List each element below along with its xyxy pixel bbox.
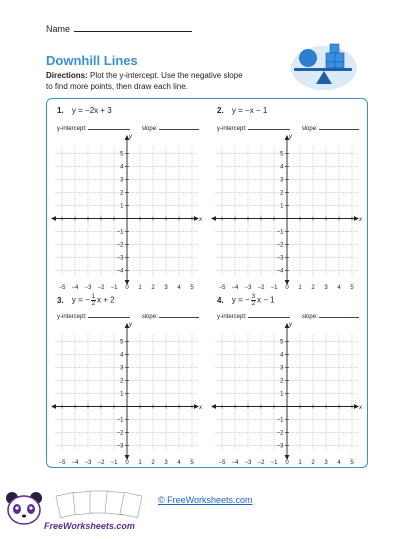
y-tick-label: 2 bbox=[120, 190, 124, 197]
coordinate-grid[interactable] bbox=[51, 321, 203, 466]
slope-label: slope: bbox=[141, 126, 158, 132]
problem-number: 2. bbox=[217, 106, 224, 115]
x-tick-label: 5 bbox=[350, 285, 354, 291]
x-axis-arrow-left-icon bbox=[51, 404, 56, 409]
problem-1-header bbox=[57, 106, 112, 115]
x-tick-label: −5 bbox=[58, 460, 66, 466]
y-tick-label: 3 bbox=[120, 365, 124, 372]
x-tick-label: 4 bbox=[177, 285, 181, 291]
x-tick-label: −3 bbox=[244, 460, 252, 466]
x-tick-label: −5 bbox=[58, 285, 66, 291]
x-tick-label: −4 bbox=[231, 460, 239, 466]
y-tick-label: 5 bbox=[280, 339, 284, 346]
x-tick-label: −1 bbox=[270, 460, 278, 466]
fraction-numerator: 3 bbox=[251, 294, 256, 300]
y-tick-label: −4 bbox=[276, 268, 284, 275]
balance-scale-icon bbox=[290, 38, 358, 90]
y-tick-label: 5 bbox=[280, 151, 284, 158]
x-axis-label: x bbox=[199, 405, 202, 411]
x-tick-label: −1 bbox=[110, 460, 118, 466]
problem-3-header bbox=[57, 294, 115, 307]
slope-blank[interactable] bbox=[159, 312, 199, 318]
answer-blanks bbox=[57, 124, 203, 132]
answer-blanks bbox=[217, 124, 363, 132]
slope-blank[interactable] bbox=[319, 312, 359, 318]
slope-label: slope: bbox=[301, 126, 318, 132]
x-tick-label: 2 bbox=[151, 460, 155, 466]
y-intercept-label: y-intercept: bbox=[217, 314, 247, 320]
y-tick-label: 3 bbox=[280, 365, 284, 372]
directions-line-2: to find more points, then draw each line. bbox=[46, 82, 188, 91]
x-axis-arrow-left-icon bbox=[51, 216, 56, 221]
y-tick-label: 4 bbox=[280, 352, 284, 359]
x-tick-label: 5 bbox=[190, 460, 194, 466]
x-tick-label: 3 bbox=[324, 460, 328, 466]
y-intercept-label: y-intercept: bbox=[217, 126, 247, 132]
x-tick-label: −2 bbox=[257, 460, 265, 466]
worksheet-title: Downhill Lines bbox=[46, 53, 138, 68]
problem-number: 4. bbox=[217, 295, 224, 305]
x-tick-label: 3 bbox=[164, 460, 168, 466]
y-tick-label: 3 bbox=[120, 177, 124, 184]
y-tick-label: −3 bbox=[276, 255, 284, 262]
problem-2-header bbox=[217, 106, 267, 115]
slope-blank[interactable] bbox=[319, 124, 359, 130]
name-blank-line[interactable] bbox=[74, 24, 192, 32]
y-tick-label: 5 bbox=[120, 339, 124, 346]
x-tick-label: 0 bbox=[125, 460, 129, 466]
y-tick-label: −1 bbox=[116, 417, 124, 424]
problem-3 bbox=[51, 289, 203, 469]
x-axis-label: x bbox=[359, 405, 362, 411]
coordinate-grid[interactable] bbox=[51, 133, 203, 291]
equation-suffix: x + 2 bbox=[97, 295, 115, 305]
y-axis-label: y bbox=[289, 134, 292, 140]
y-tick-label: 1 bbox=[280, 203, 284, 210]
y-tick-label: 1 bbox=[120, 391, 124, 398]
y-tick-label: −2 bbox=[276, 242, 284, 249]
y-tick-label: −3 bbox=[116, 255, 124, 262]
y-tick-label: 3 bbox=[280, 177, 284, 184]
directions-line-1: Plot the y-intercept. Use the negative slope bbox=[90, 71, 243, 80]
x-tick-label: 5 bbox=[350, 460, 354, 466]
x-tick-label: 4 bbox=[337, 460, 341, 466]
problem-number: 1. bbox=[57, 106, 64, 115]
x-axis-arrow-left-icon bbox=[211, 404, 216, 409]
x-tick-label: 1 bbox=[298, 460, 302, 466]
slope-label: slope: bbox=[141, 314, 158, 320]
equation: y = −x − 1 bbox=[231, 106, 268, 115]
x-tick-label: −3 bbox=[84, 285, 92, 291]
fraction-numerator: 1 bbox=[91, 294, 96, 300]
y-intercept-blank[interactable] bbox=[88, 312, 130, 318]
y-intercept-blank[interactable] bbox=[248, 124, 290, 130]
x-tick-label: −4 bbox=[231, 285, 239, 291]
equation-prefix: y = − bbox=[231, 295, 250, 305]
y-tick-label: −1 bbox=[276, 417, 284, 424]
y-tick-label: 2 bbox=[280, 378, 284, 385]
y-tick-label: 4 bbox=[120, 352, 124, 359]
problems-panel bbox=[46, 98, 368, 468]
slope-label: slope: bbox=[301, 314, 318, 320]
slope-fraction bbox=[91, 294, 96, 307]
x-tick-label: −5 bbox=[218, 285, 226, 291]
y-intercept-label: y-intercept: bbox=[57, 126, 87, 132]
y-tick-label: −2 bbox=[116, 242, 124, 249]
x-tick-label: 2 bbox=[311, 460, 315, 466]
x-tick-label: 1 bbox=[138, 460, 142, 466]
equation-prefix: y = − bbox=[71, 295, 90, 305]
brand-name: FreeWorksheets.com bbox=[44, 521, 135, 531]
y-intercept-label: y-intercept: bbox=[57, 314, 87, 320]
y-tick-label: −2 bbox=[116, 430, 124, 437]
x-tick-label: −2 bbox=[97, 460, 105, 466]
problem-4-header bbox=[217, 294, 275, 307]
problem-2 bbox=[211, 101, 363, 291]
problem-4 bbox=[211, 289, 363, 469]
y-tick-label: −1 bbox=[276, 229, 284, 236]
y-tick-label: 1 bbox=[280, 391, 284, 398]
coordinate-grid[interactable] bbox=[211, 321, 363, 466]
x-tick-label: 2 bbox=[151, 285, 155, 291]
y-intercept-blank[interactable] bbox=[248, 312, 290, 318]
answer-blanks bbox=[217, 312, 363, 320]
x-tick-label: 5 bbox=[190, 285, 194, 291]
y-axis-label: y bbox=[129, 322, 132, 328]
directions-label: Directions: bbox=[46, 71, 88, 80]
x-tick-label: 0 bbox=[285, 285, 289, 291]
problem-1 bbox=[51, 101, 203, 291]
y-tick-label: 5 bbox=[120, 151, 124, 158]
y-tick-label: 4 bbox=[120, 164, 124, 171]
x-axis-arrow-left-icon bbox=[211, 216, 216, 221]
x-tick-label: −1 bbox=[270, 285, 278, 291]
x-tick-label: −5 bbox=[218, 460, 226, 466]
x-tick-label: 0 bbox=[285, 460, 289, 466]
equation: y = −2x + 3 bbox=[71, 106, 112, 115]
y-intercept-blank[interactable] bbox=[88, 124, 130, 130]
name-field bbox=[46, 24, 192, 34]
x-axis-label: x bbox=[199, 217, 202, 223]
x-tick-label: 2 bbox=[311, 285, 315, 291]
x-tick-label: −4 bbox=[71, 285, 79, 291]
x-tick-label: −4 bbox=[71, 460, 79, 466]
y-tick-label: −4 bbox=[116, 268, 124, 275]
x-tick-label: 1 bbox=[138, 285, 142, 291]
equation-suffix: x − 1 bbox=[257, 295, 275, 305]
slope-blank[interactable] bbox=[159, 124, 199, 130]
coordinate-grid[interactable] bbox=[211, 133, 363, 291]
x-tick-label: 3 bbox=[164, 285, 168, 291]
y-tick-label: −3 bbox=[116, 443, 124, 450]
y-axis-label: y bbox=[289, 322, 292, 328]
fraction-denominator: 2 bbox=[91, 301, 96, 307]
fraction-denominator: 2 bbox=[251, 301, 256, 307]
footer-link[interactable]: © FreeWorksheets.com bbox=[158, 495, 253, 505]
x-tick-label: −2 bbox=[97, 285, 105, 291]
x-tick-label: 4 bbox=[177, 460, 181, 466]
x-tick-label: 4 bbox=[337, 285, 341, 291]
y-axis-label: y bbox=[129, 134, 132, 140]
y-tick-label: 2 bbox=[280, 190, 284, 197]
panda-mascot-icon bbox=[6, 492, 42, 524]
y-tick-label: 2 bbox=[120, 378, 124, 385]
problem-number: 3. bbox=[57, 295, 64, 305]
x-tick-label: −3 bbox=[244, 285, 252, 291]
x-tick-label: −3 bbox=[84, 460, 92, 466]
x-tick-label: −2 bbox=[257, 285, 265, 291]
worksheet-thumbnails-icon bbox=[56, 491, 142, 518]
y-tick-label: 1 bbox=[120, 203, 124, 210]
x-tick-label: 0 bbox=[125, 285, 129, 291]
y-tick-label: 4 bbox=[280, 164, 284, 171]
name-label: Name bbox=[46, 24, 71, 34]
slope-fraction bbox=[251, 294, 256, 307]
y-tick-label: −3 bbox=[276, 443, 284, 450]
x-axis-label: x bbox=[359, 217, 362, 223]
y-tick-label: −1 bbox=[116, 229, 124, 236]
answer-blanks bbox=[57, 312, 203, 320]
y-tick-label: −2 bbox=[276, 430, 284, 437]
x-tick-label: 1 bbox=[298, 285, 302, 291]
x-tick-label: −1 bbox=[110, 285, 118, 291]
x-tick-label: 3 bbox=[324, 285, 328, 291]
